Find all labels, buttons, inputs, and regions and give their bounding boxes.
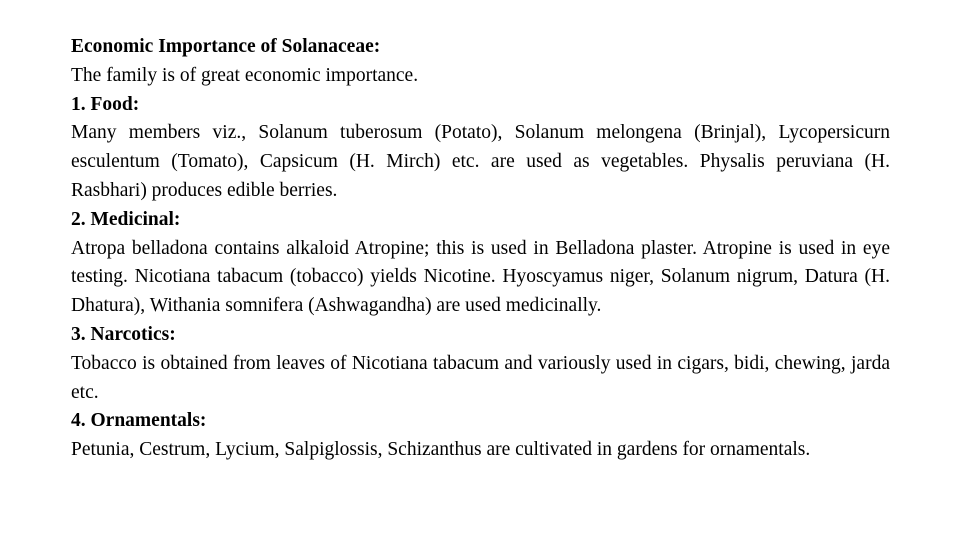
section-heading-food: 1. Food: [71,93,140,115]
document-text-block [71,33,890,465]
section-heading-narcotics: 3. Narcotics: [71,323,176,345]
section-body-food: Many members viz., Solanum tuberosum (Potato), Solanum melongena (Brinjal), Lycopersicurn esculentum (Tomato), Capsicum (H. Mirch) etc. are used as vegetables. Physalis peruviana (H. Rasbhari) produces edible berries. [71,122,890,201]
section-body-narcotics: Tobacco is obtained from leaves of Nicotiana tabacum and variously used in cigars, bidi, chewing, jarda etc. [71,352,890,403]
section-body-ornamentals: Petunia, Cestrum, Lycium, Salpiglossis, Schizanthus are cultivated in gardens for ornamentals. [71,439,811,461]
intro-text: The family is of great economic importance. [71,64,419,86]
section-body-medicinal: Atropa belladona contains alkaloid Atropine; this is used in Belladona plaster. Atropine is used in eye testing. Nicotiana tabacum (tobacco) yields Nicotine. Hyoscyamus niger, Solanum nigrum, Datura (H. Dhatura), Withania somnifera (Ashwagandha) are used medicinally. [71,237,890,317]
page-title: Economic Importance of Solanaceae: [71,36,381,57]
section-heading-ornamentals: 4. Ornamentals: [71,410,207,432]
section-heading-medicinal: 2. Medicinal: [71,208,181,230]
